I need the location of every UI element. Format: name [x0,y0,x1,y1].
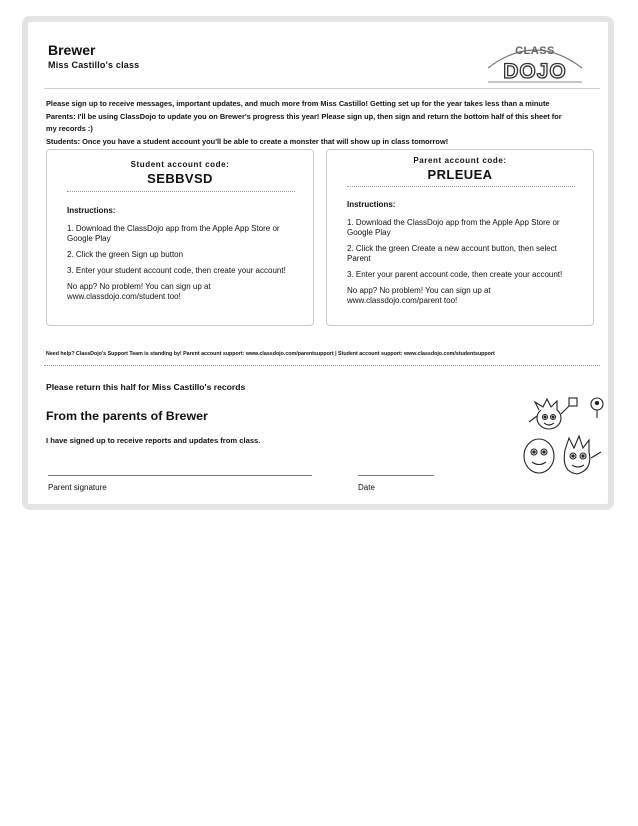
signup-confirmation: I have signed up to receive reports and updates from class. [46,436,261,445]
return-instruction: Please return this half for Miss Castillo's records [46,382,246,392]
parent-instructions [347,200,579,312]
intro-text [46,98,602,148]
monster-mascots-illustration [513,394,613,478]
parent-step: 2. Click the green Create a new account button, then select Parent [347,244,557,263]
logo-class-text: CLASS [515,45,555,57]
parent-step: No app? No problem! You can sign up at www.classdojo.com/parent too! [347,286,491,305]
signup-sheet [22,16,614,510]
parent-code-box [326,149,594,326]
classdojo-logo [484,34,586,86]
parent-step: 1. Download the ClassDojo app from the Apple App Store or Google Play [347,218,560,237]
student-name: Brewer [48,42,96,58]
student-step: 1. Download the ClassDojo app from the Apple App Store or Google Play [67,224,280,243]
date-line[interactable] [358,475,434,476]
student-step: 3. Enter your student account code, then create your account! [67,266,286,275]
class-name: Miss Castillo's class [48,60,140,70]
parent-step: 3. Enter your parent account code, then create your account! [347,270,563,279]
signature-label: Parent signature [48,483,107,492]
student-code-box [46,149,314,326]
student-step: No app? No problem! You can sign up at www.classdojo.com/student too! [67,282,211,301]
parent-code[interactable]: PRLEUEA [427,167,493,182]
student-code[interactable]: SEBBVSD [147,171,213,186]
header-divider [44,88,600,89]
tear-line [44,365,600,366]
parent-code-divider [347,186,575,187]
intro-line: my records :) [46,124,93,133]
intro-line: Please sign up to receive messages, important updates, and much more from Miss Castillo! Getting set up for the year takes less than a minute [46,99,550,108]
student-step: 2. Click the green Sign up button [67,250,184,259]
intro-line: Parents: I'll be using ClassDojo to update you on Brewer's progress this year! Please sign up, then sign and return the bottom half of this sheet for [46,111,562,121]
support-text: Need help? ClassDojo's Support Team is standing by! Parent account support: www.classdojo.com/parentsupport | Student account support: www.classdojo.com/studentsupport [46,351,495,357]
signature-line[interactable] [48,475,312,476]
intro-line: Students: Once you have a student account you'll be able to create a monster that will show up in class tomorrow! [46,136,449,146]
student-code-label: Student account code: [130,160,230,169]
parent-instructions-title: Instructions: [347,200,396,209]
parent-code-label: Parent account code: [413,156,507,165]
student-instructions-title: Instructions: [67,206,116,215]
student-instructions [67,206,287,308]
logo-dojo-text: DOJO [503,60,567,83]
from-parents-title: From the parents of Brewer [46,409,208,423]
student-code-divider [67,191,295,192]
date-label: Date [358,483,375,492]
